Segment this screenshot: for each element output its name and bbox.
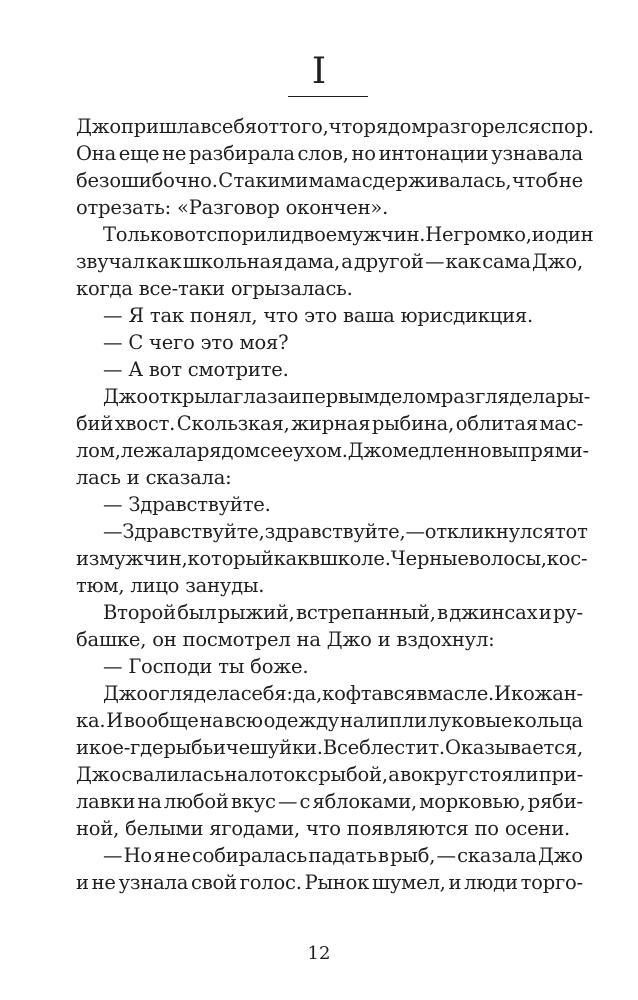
text-line: — Господи ты боже. bbox=[103, 655, 309, 678]
paragraph bbox=[76, 491, 583, 518]
paragraph bbox=[76, 653, 583, 680]
text-line: отрезать: «Разговор окончен». bbox=[76, 196, 389, 219]
text-line: Джо открыла глаза и первым делом разглядела ры- bbox=[103, 385, 591, 408]
paragraph bbox=[76, 302, 583, 329]
text-line: тюм, лицо зануды. bbox=[76, 574, 265, 597]
text-line: — Но я не собиралась падать в рыб, — сказала Джо bbox=[103, 844, 583, 867]
text-line: и не узнала свой голос. Рынок шумел, и люди торго- bbox=[76, 871, 583, 894]
text-line: Только вот спорили двое мужчин. Негромко, и один bbox=[103, 223, 594, 246]
paragraph bbox=[76, 599, 583, 653]
paragraph bbox=[76, 113, 594, 221]
text-line: — А вот смотрите. bbox=[103, 358, 289, 381]
text-line: безошибочно. С такими мама сдерживалась, чтоб не bbox=[76, 169, 583, 192]
paragraph bbox=[76, 518, 588, 599]
text-line: и кое-где рыбьи чешуйки. Все блестит. Оказывается, bbox=[76, 736, 583, 759]
paragraph bbox=[76, 680, 583, 842]
text-line: лавки на любой вкус — с яблоками, морковью, ряби- bbox=[76, 790, 583, 813]
paragraph bbox=[76, 842, 583, 896]
text-line: звучал как школьная дама, а другой — как сама Джо, bbox=[76, 250, 583, 273]
text-line: когда все-таки огрызалась. bbox=[76, 277, 353, 300]
chapter-heading: I bbox=[311, 51, 327, 92]
text-line: ной, белыми ягодами, что появляются по осени. bbox=[76, 817, 571, 840]
text-line: лась и сказала: bbox=[76, 466, 232, 489]
text-line: Джо пришла в себя оттого, что рядом разгорелся спор. bbox=[76, 115, 594, 138]
page-number: 12 bbox=[307, 943, 331, 964]
text-line: бий хвост. Скользкая, жирная рыбина, облитая мас- bbox=[76, 412, 583, 435]
chapter-divider bbox=[288, 96, 368, 97]
text-line: Джо свалилась на лоток с рыбой, а вокруг стояли при- bbox=[76, 763, 583, 786]
text-line: Она еще не разбирала слов, но интонации узнавала bbox=[76, 142, 583, 165]
text-line: ка. И вообще на всю одежду налипли луковые кольца bbox=[76, 709, 583, 732]
paragraph bbox=[76, 356, 583, 383]
text-line: — Здравствуйте, здравствуйте, — откликнулся тот bbox=[103, 520, 588, 543]
text-line: башке, он посмотрел на Джо и вздохнул: bbox=[76, 628, 495, 651]
body-text bbox=[76, 113, 594, 896]
text-line: — С чего это моя? bbox=[103, 331, 289, 354]
paragraph bbox=[76, 221, 594, 302]
text-line: — Я так понял, что это ваша юрисдикция. bbox=[103, 304, 533, 327]
paragraph bbox=[76, 329, 583, 356]
text-line: Второй был рыжий, встрепанный, в джинсах и ру- bbox=[103, 601, 583, 624]
text-line: лом, лежала рядом с ее ухом. Джо медленно выпрями- bbox=[76, 439, 589, 462]
text-line: — Здравствуйте. bbox=[103, 493, 271, 516]
text-line: из мужчин, который как в школе. Черные волосы, кос- bbox=[76, 547, 588, 570]
paragraph bbox=[76, 383, 591, 491]
text-line: Джо оглядела себя: да, кофта вся в масле. И кожан- bbox=[103, 682, 583, 705]
